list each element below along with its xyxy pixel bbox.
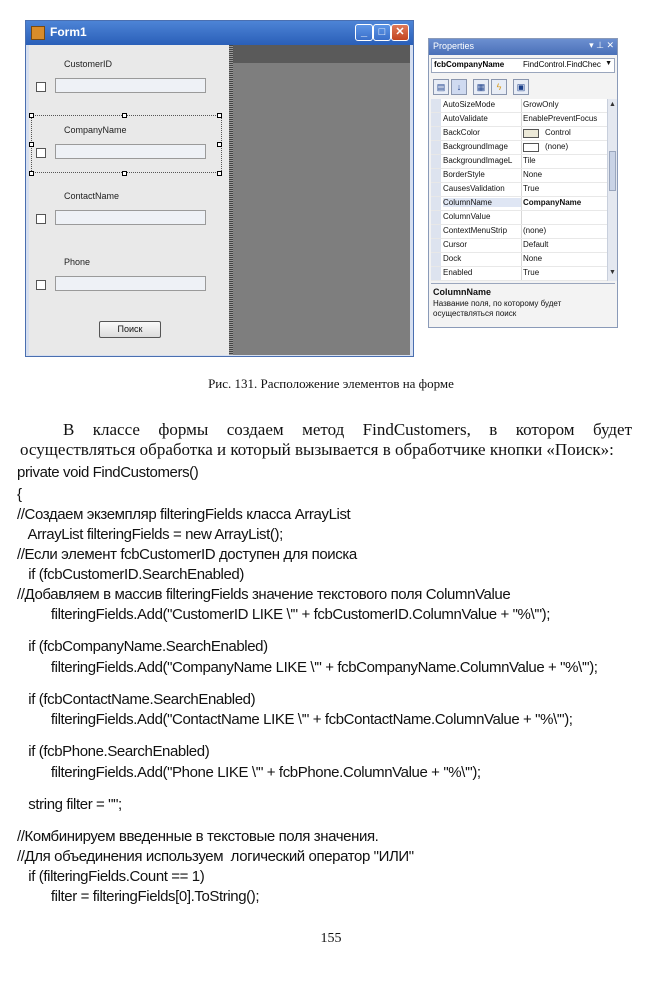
- events-lightning-icon[interactable]: ϟ: [491, 79, 507, 95]
- data-grid-area[interactable]: [231, 45, 410, 355]
- phone-label: Phone: [64, 257, 91, 267]
- scroll-thumb[interactable]: [609, 151, 616, 191]
- code-line: if (fcbPhone.SearchEnabled): [17, 743, 210, 760]
- description-pane: [431, 283, 615, 328]
- contactname-label: ContactName: [64, 191, 120, 201]
- property-row[interactable]: [431, 99, 607, 113]
- code-line: if (fcbCompanyName.SearchEnabled): [17, 638, 268, 655]
- property-name: BorderStyle: [443, 170, 485, 179]
- code-line: filteringFields.Add("Phone LIKE \'" + fcbPhone.ColumnValue + "%\'");: [17, 764, 481, 781]
- code-line: if (filteringFields.Count == 1): [17, 868, 205, 885]
- property-name: BackgroundImage: [443, 142, 508, 151]
- property-value: True: [523, 184, 540, 193]
- title-bar[interactable]: [26, 21, 413, 45]
- code-line: filteringFields.Add("ContactName LIKE \'" + fcbContactName.ColumnValue + "%\'");: [17, 711, 573, 728]
- property-value: None: [523, 170, 543, 179]
- property-pages-icon[interactable]: ▣: [513, 79, 529, 95]
- resize-handle[interactable]: [122, 171, 127, 176]
- resize-handle[interactable]: [217, 142, 222, 147]
- property-grid: [431, 99, 607, 281]
- categorized-icon[interactable]: ▤: [433, 79, 449, 95]
- code-line: filteringFields.Add("CustomerID LIKE \'" + fcbCustomerID.ColumnValue + "%\'");: [17, 606, 550, 623]
- property-row[interactable]: [431, 211, 607, 225]
- property-name: ColumnValue: [443, 212, 491, 221]
- code-line: if (fcbContactName.SearchEnabled): [17, 691, 256, 708]
- code-line: //Добавляем в массив filteringFields значение текстового поля ColumnValue: [17, 586, 511, 603]
- code-line: string filter = "";: [17, 796, 122, 813]
- properties-icon[interactable]: ▦: [473, 79, 489, 95]
- chevron-down-icon[interactable]: ▼: [605, 60, 612, 67]
- property-name: BackgroundImageL: [443, 156, 513, 165]
- companyname-label: CompanyName: [64, 125, 127, 135]
- alphabetical-sort-icon[interactable]: ↓: [451, 79, 467, 95]
- object-type: FindControl.FindChec: [523, 60, 601, 69]
- image-swatch: [523, 143, 539, 152]
- property-name: Cursor: [443, 240, 468, 249]
- code-line: //Если элемент fcbCustomerID доступен для поиска: [17, 546, 357, 563]
- property-value: (none): [545, 142, 569, 151]
- minimize-button[interactable]: _: [355, 24, 373, 41]
- maximize-button[interactable]: □: [373, 24, 391, 41]
- property-name: Dock: [443, 254, 462, 263]
- description-title: ColumnName: [433, 287, 492, 297]
- property-row[interactable]: [431, 267, 607, 281]
- phone-checkbox[interactable]: [36, 280, 46, 290]
- scroll-down-icon[interactable]: ▼: [609, 269, 616, 276]
- property-row-selected[interactable]: [431, 197, 607, 211]
- customerid-input[interactable]: [55, 78, 206, 93]
- resize-handle[interactable]: [29, 113, 34, 118]
- property-value: CompanyName: [523, 198, 582, 207]
- object-name: fcbCompanyName: [434, 60, 505, 69]
- property-name: AutoSizeMode: [443, 100, 496, 109]
- contactname-checkbox[interactable]: [36, 214, 46, 224]
- resize-handle[interactable]: [217, 113, 222, 118]
- property-grid-scrollbar[interactable]: [607, 99, 617, 281]
- code-line: ArrayList filteringFields = new ArrayList();: [17, 526, 283, 543]
- code-line: filteringFields.Add("CompanyName LIKE \'" + fcbCompanyName.ColumnValue + "%\'");: [17, 659, 598, 676]
- properties-toolbar: [431, 77, 615, 97]
- property-row[interactable]: [431, 127, 607, 141]
- property-value: True: [523, 268, 540, 277]
- property-name: AutoValidate: [443, 114, 488, 123]
- properties-title-bar[interactable]: [429, 39, 617, 55]
- property-row[interactable]: [431, 253, 607, 267]
- companyname-checkbox[interactable]: [36, 148, 46, 158]
- code-line: filter = filteringFields[0].ToString();: [17, 888, 260, 905]
- figure-caption: Рис. 131. Расположение элементов на форме: [208, 376, 454, 391]
- window-title: Form1: [50, 25, 87, 39]
- code-line: //Комбинируем введенные в текстовые поля значения.: [17, 828, 379, 845]
- body-paragraph: В классе формы создаем метод FindCustomers, в котором будет осуществляться обработка и который вызывается в обработчике кнопки «Поиск»:: [20, 420, 632, 459]
- companyname-input[interactable]: [55, 144, 206, 159]
- property-value: EnablePreventFocus: [523, 114, 598, 123]
- resize-handle[interactable]: [29, 171, 34, 176]
- property-row[interactable]: [431, 113, 607, 127]
- form-client-area: [29, 45, 410, 355]
- resize-handle[interactable]: [217, 171, 222, 176]
- panel-window-buttons[interactable]: ▾ ⊥ ✕: [589, 40, 614, 50]
- property-row[interactable]: [431, 183, 607, 197]
- code-line: private void FindCustomers(): [17, 464, 199, 481]
- property-name: Enabled: [443, 268, 473, 277]
- search-button[interactable]: Поиск: [99, 321, 161, 338]
- code-line: {: [17, 486, 22, 503]
- customerid-label: CustomerID: [64, 59, 113, 69]
- phone-input[interactable]: [55, 276, 206, 291]
- property-value: None: [523, 254, 543, 263]
- property-name: BackColor: [443, 128, 480, 137]
- property-row[interactable]: [431, 239, 607, 253]
- property-row[interactable]: [431, 141, 607, 155]
- code-line: //Для объединения используем логический оператор "ИЛИ": [17, 848, 414, 865]
- property-value: (none): [523, 226, 547, 235]
- property-value: Tile: [523, 156, 536, 165]
- page-number: 155: [320, 931, 342, 946]
- resize-handle[interactable]: [29, 142, 34, 147]
- scroll-up-icon[interactable]: ▲: [609, 101, 616, 108]
- form1-window: [25, 20, 414, 357]
- object-selector[interactable]: [431, 58, 615, 73]
- code-line: //Создаем экземпляр filteringFields класса ArrayList: [17, 506, 351, 523]
- description-text: Название поля, по которому будет осуществляться поиск: [433, 299, 562, 318]
- data-grid-header: [231, 45, 410, 63]
- form-app-icon: [31, 26, 45, 40]
- customerid-checkbox[interactable]: [36, 82, 46, 92]
- property-row[interactable]: [431, 169, 607, 183]
- property-name: CausesValidation: [443, 184, 505, 193]
- splitter-handle[interactable]: [229, 45, 233, 355]
- property-name: ContextMenuStrip: [443, 226, 508, 235]
- code-line: if (fcbCustomerID.SearchEnabled): [17, 566, 244, 583]
- property-value: Default: [523, 240, 549, 249]
- property-name: ColumnName: [443, 198, 521, 207]
- property-row[interactable]: [431, 225, 607, 239]
- properties-title: Properties: [433, 41, 475, 51]
- property-value: GrowOnly: [523, 100, 559, 109]
- close-button[interactable]: ✕: [391, 24, 409, 41]
- properties-panel: [428, 38, 618, 328]
- property-value: Control: [545, 128, 571, 137]
- resize-handle[interactable]: [122, 113, 127, 118]
- color-swatch: [523, 129, 539, 138]
- property-row[interactable]: [431, 155, 607, 169]
- contactname-input[interactable]: [55, 210, 206, 225]
